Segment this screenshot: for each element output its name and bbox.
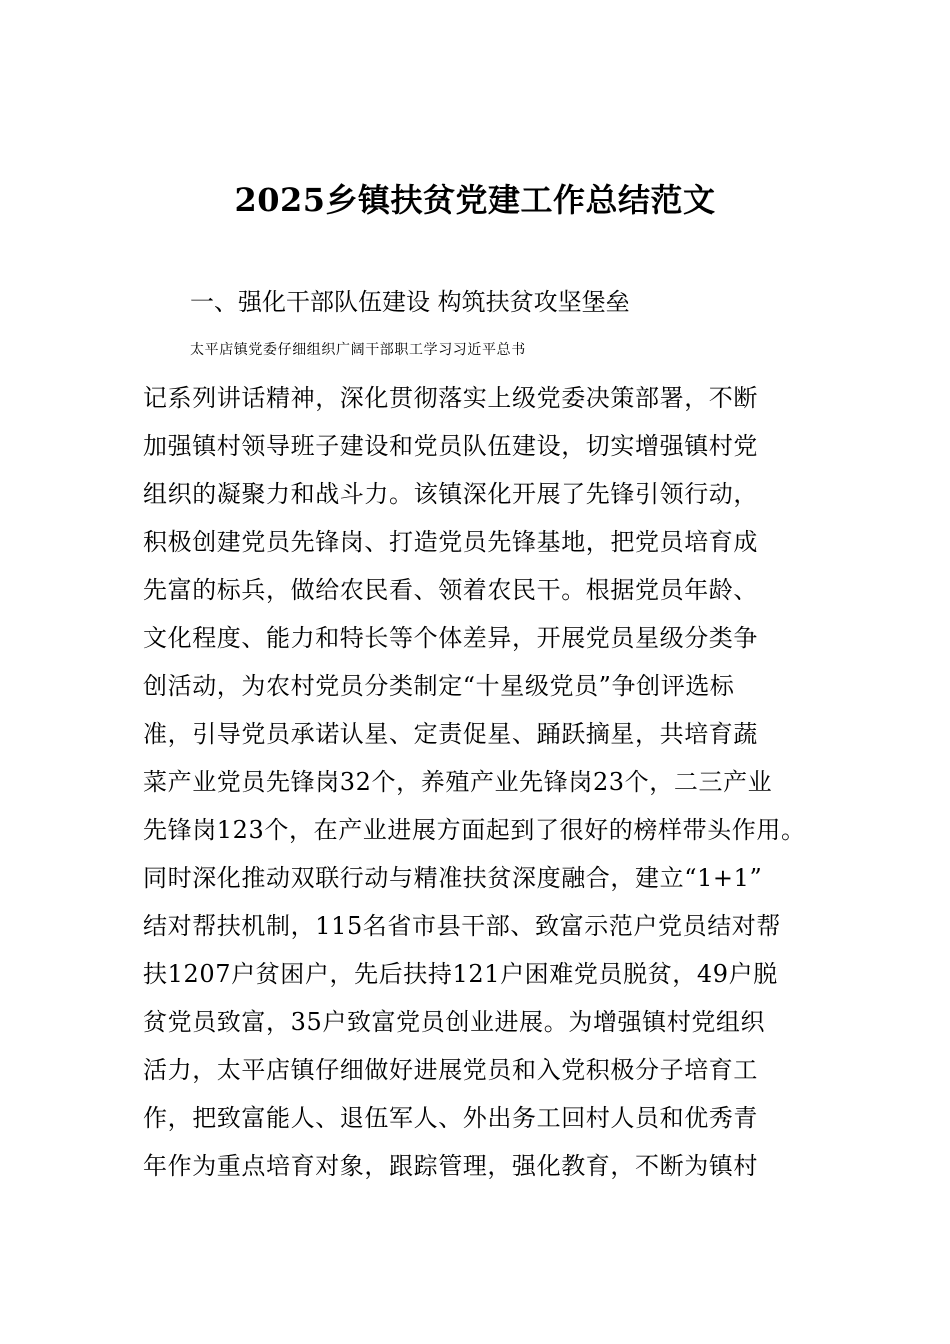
paragraph-line: 贫党员致富，35户致富党员创业进展。为增强镇村党组织 — [143, 1008, 766, 1036]
paragraph-line: 记系列讲话精神，深化贯彻落实上级党委决策部署，不断 — [143, 384, 758, 412]
paragraph-line: 太平店镇党委仔细组织广阔干部职工学习习近平总书 — [190, 342, 526, 358]
paragraph-line: 先富的标兵，做给农民看、领着农民干。根据党员年龄、 — [143, 576, 758, 604]
paragraph-line: 创活动，为农村党员分类制定“十星级党员”争创评选标 — [143, 672, 735, 700]
paragraph-line: 文化程度、能力和特长等个体差异，开展党员星级分类争 — [143, 624, 758, 652]
paragraph-line: 年作为重点培育对象，跟踪管理，强化教育，不断为镇村 — [143, 1152, 758, 1180]
paragraph-line: 扶1207户贫困户，先后扶持121户困难党员脱贫，49户脱 — [143, 960, 778, 988]
document-title: 2025乡镇扶贫党建工作总结范文 — [234, 181, 716, 219]
paragraph-line: 作，把致富能人、退伍军人、外出务工回村人员和优秀青 — [143, 1104, 758, 1132]
section-heading: 一、强化干部队伍建设 构筑扶贫攻坚堡垒 — [190, 288, 630, 316]
paragraph-line: 同时深化推动双联行动与精准扶贫深度融合，建立“1+1” — [143, 864, 763, 892]
paragraph-line: 结对帮扶机制，115名省市县干部、致富示范户党员结对帮 — [143, 912, 782, 940]
paragraph-line: 准，引导党员承诺认星、定责促星、踊跃摘星，共培育蔬 — [143, 720, 758, 748]
paragraph-line: 加强镇村领导班子建设和党员队伍建设，切实增强镇村党 — [143, 432, 758, 460]
paragraph-line: 积极创建党员先锋岗、打造党员先锋基地，把党员培育成 — [143, 528, 758, 556]
paragraph-line: 组织的凝聚力和战斗力。该镇深化开展了先锋引领行动， — [143, 480, 758, 508]
paragraph-line: 菜产业党员先锋岗32个，养殖产业先锋岗23个，二三产业 — [143, 768, 773, 796]
paragraph-line: 活力，太平店镇仔细做好进展党员和入党积极分子培育工 — [143, 1056, 758, 1084]
paragraph-line: 先锋岗123个，在产业进展方面起到了很好的榜样带头作用。 — [143, 816, 806, 844]
